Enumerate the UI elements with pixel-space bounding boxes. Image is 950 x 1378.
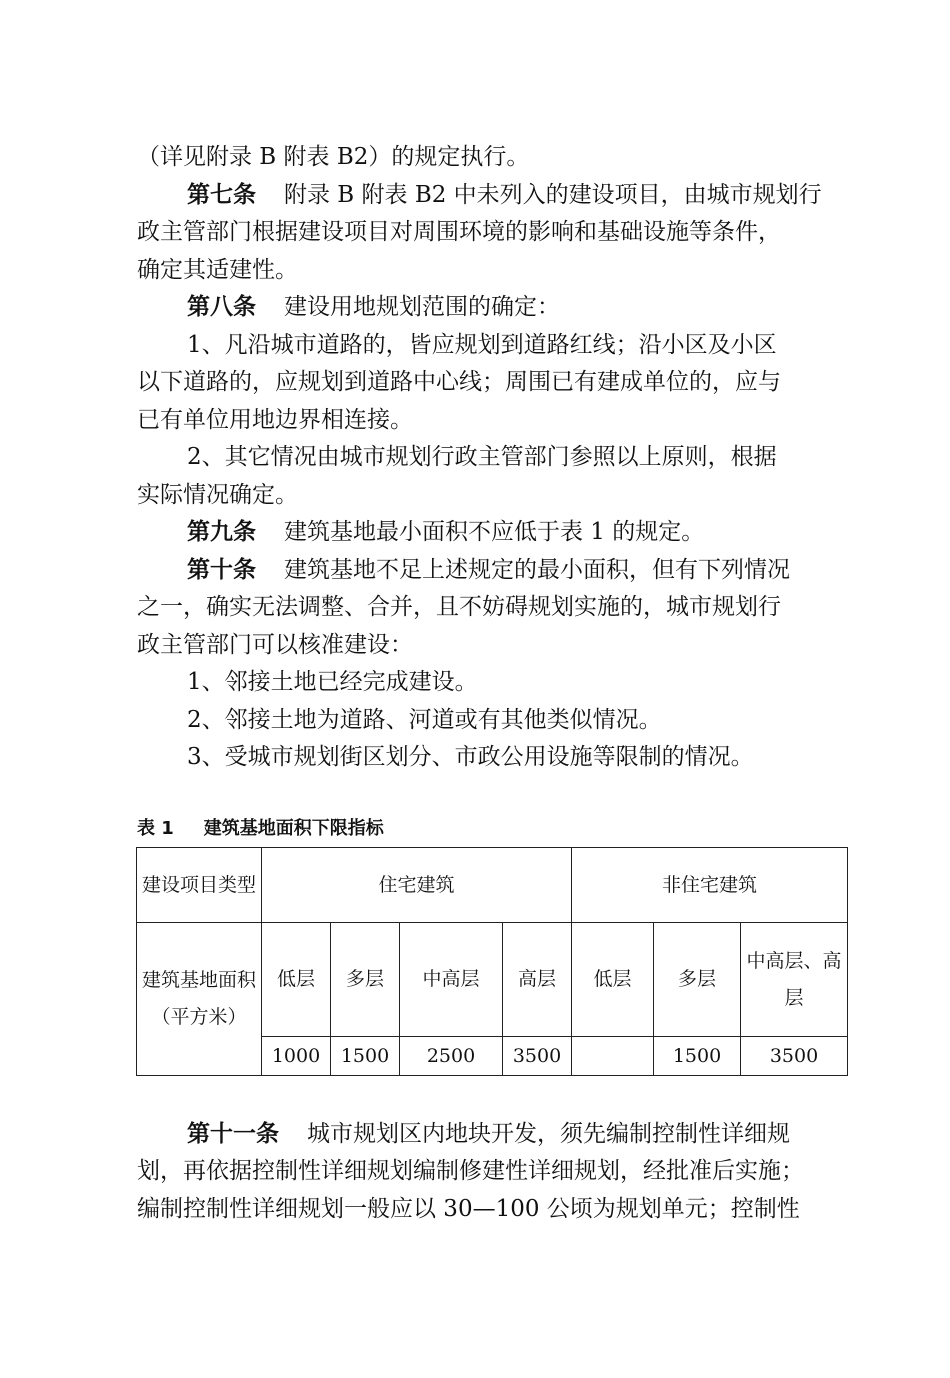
sub-header: 多层 bbox=[654, 923, 741, 1037]
sub-header: 中高层 bbox=[400, 923, 503, 1037]
article-label: 第七条 bbox=[187, 182, 256, 208]
paragraph-line: 附录 B 附表 B2 中未列入的建设项目，由城市规划行 bbox=[284, 182, 822, 208]
table-caption bbox=[137, 816, 384, 842]
paragraph-line: 政主管部门根据建设项目对周围环境的影响和基础设施等条件， bbox=[137, 219, 781, 245]
article-label: 第九条 bbox=[187, 519, 256, 545]
article-11 bbox=[187, 1115, 790, 1153]
paragraph-line: 之一，确实无法调整、合并，且不妨碍规划实施的，城市规划行 bbox=[137, 594, 781, 620]
paragraph-line: 建筑基地不足上述规定的最小面积，但有下列情况 bbox=[284, 557, 790, 583]
list-item: 2、其它情况由城市规划行政主管部门参照以上原则，根据 bbox=[187, 444, 777, 470]
table-cell: 2500 bbox=[400, 1037, 503, 1076]
paragraph-line: 建筑基地最小面积不应低于表 1 的规定。 bbox=[284, 519, 705, 545]
paragraph-line: 政主管部门可以核准建设： bbox=[137, 632, 413, 658]
table-title: 建筑基地面积下限指标 bbox=[203, 818, 384, 839]
header-project-type: 建设项目类型 bbox=[137, 848, 262, 923]
paragraph-line: 编制控制性详细规划一般应以 30—100 公顷为规划单元；控制性 bbox=[137, 1196, 800, 1222]
table-cell: 3500 bbox=[741, 1037, 848, 1076]
paragraph-line: （详见附录 B 附表 B2）的规定执行。 bbox=[137, 144, 530, 170]
table-cell: 3500 bbox=[503, 1037, 572, 1076]
min-area-table bbox=[136, 847, 848, 1076]
paragraph-line: 确定其适建性。 bbox=[137, 257, 298, 283]
header-residential: 住宅建筑 bbox=[262, 848, 572, 923]
sub-header: 低层 bbox=[262, 923, 331, 1037]
header-non-residential: 非住宅建筑 bbox=[572, 848, 848, 923]
paragraph-line: 划，再依据控制性详细规划编制修建性详细规划，经批准后实施； bbox=[137, 1158, 804, 1184]
table-cell: 1500 bbox=[654, 1037, 741, 1076]
list-item: 3、受城市规划街区划分、市政公用设施等限制的情况。 bbox=[187, 744, 754, 770]
table-cell: 1500 bbox=[331, 1037, 400, 1076]
table-number: 表 1 bbox=[137, 818, 174, 839]
paragraph-line: 城市规划区内地块开发，须先编制控制性详细规 bbox=[307, 1121, 790, 1147]
sub-header: 多层 bbox=[331, 923, 400, 1037]
article-7 bbox=[187, 176, 822, 214]
article-label: 第十条 bbox=[187, 557, 256, 583]
row-label-area: 建筑基地面积（平方米） bbox=[137, 923, 262, 1076]
list-item: 2、邻接土地为道路、河道或有其他类似情况。 bbox=[187, 707, 662, 733]
article-label: 第八条 bbox=[187, 294, 256, 320]
paragraph-line: 已有单位用地边界相连接。 bbox=[137, 407, 413, 433]
table-cell: 1000 bbox=[262, 1037, 331, 1076]
list-item: 1、邻接土地已经完成建设。 bbox=[187, 669, 478, 695]
sub-header: 低层 bbox=[572, 923, 654, 1037]
sub-header: 高层 bbox=[503, 923, 572, 1037]
article-10 bbox=[187, 551, 790, 589]
list-item: 1、凡沿城市道路的，皆应规划到道路红线；沿小区及小区 bbox=[187, 332, 777, 358]
article-8 bbox=[187, 288, 560, 326]
paragraph-line: 建设用地规划范围的确定： bbox=[284, 294, 560, 320]
paragraph-line: 实际情况确定。 bbox=[137, 482, 298, 508]
article-9 bbox=[187, 513, 704, 551]
article-label: 第十一条 bbox=[187, 1121, 279, 1147]
paragraph-line: 以下道路的，应规划到道路中心线；周围已有建成单位的，应与 bbox=[137, 369, 781, 395]
sub-header: 中高层、高层 bbox=[741, 923, 848, 1037]
table-cell bbox=[572, 1037, 654, 1076]
